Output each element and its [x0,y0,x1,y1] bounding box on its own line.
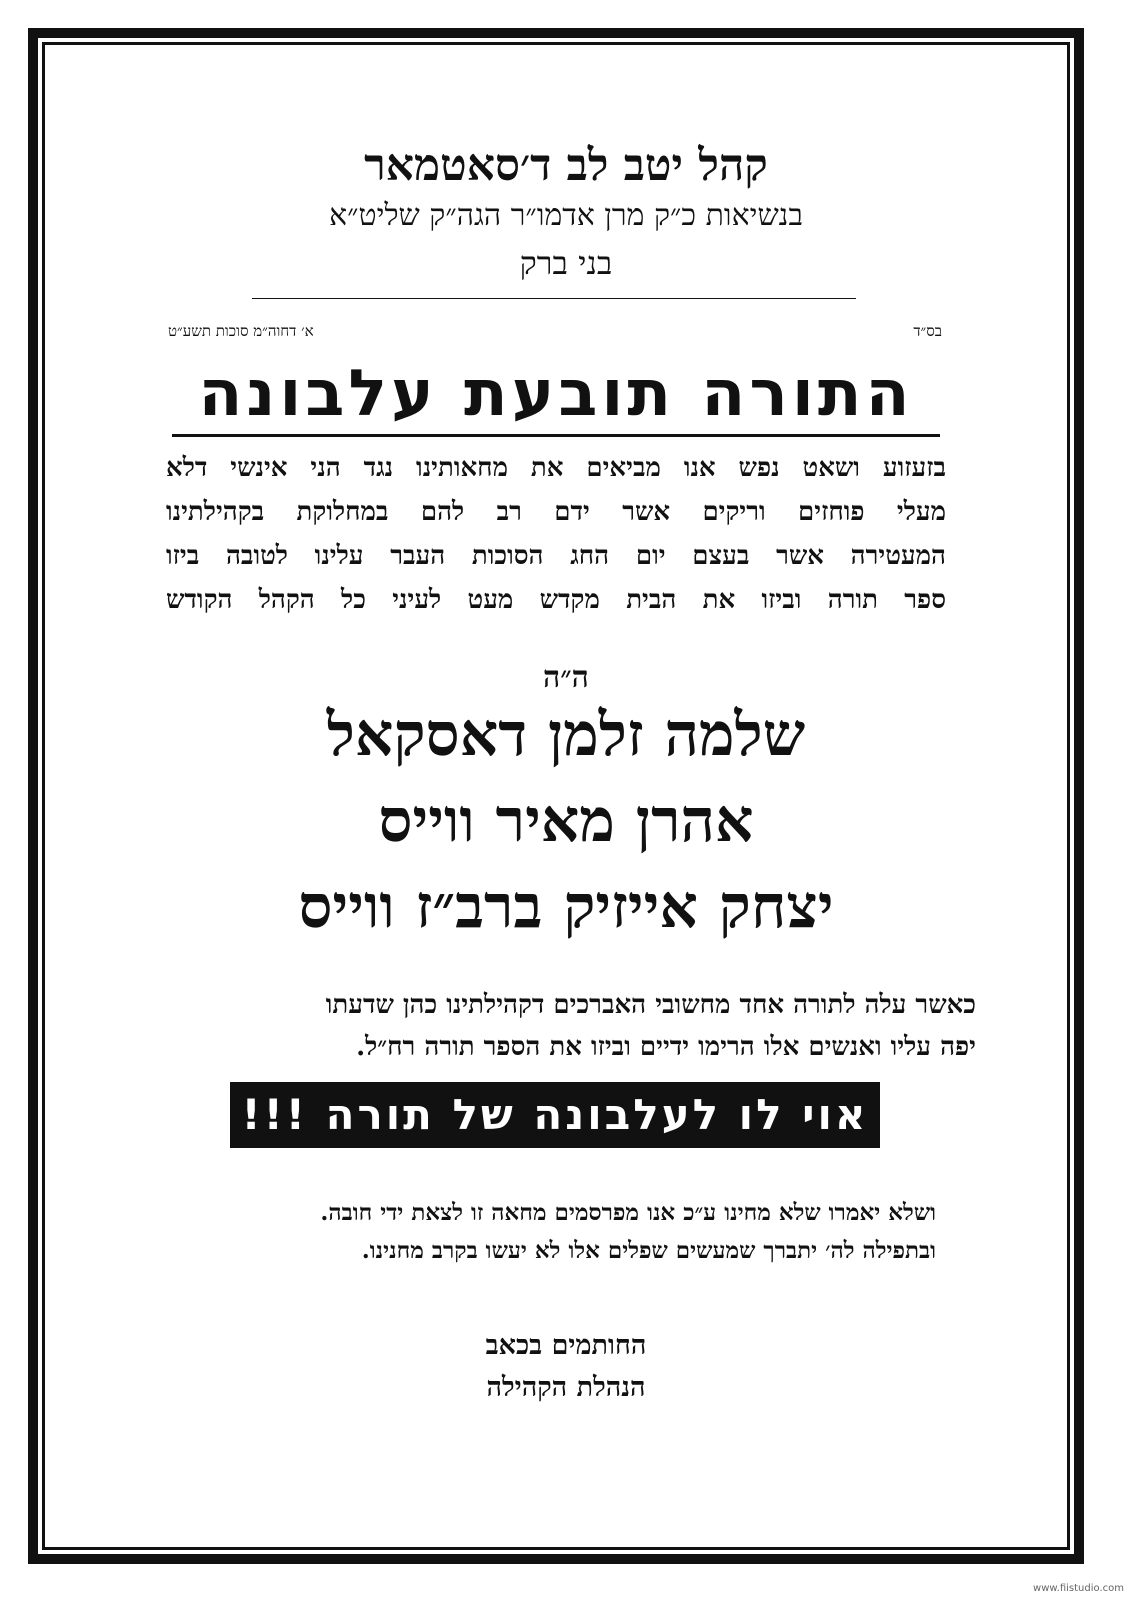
closing-line: ושלא יאמרו שלא מחינו ע״כ אנו מפרסמים מחאה זו לצאת ידי חובה. [320,1199,936,1226]
hebrew-date: א׳ דחוה״מ סוכות תשע״ט [168,322,314,340]
accused-name: יצחק אייזיק ברב״ז ווייס [298,872,834,942]
accused-name: אהרן מאיר ווייס [378,786,754,856]
presidency-line: בנשיאות כ״ק מרן אדמו״ר הגה״ק שליט״א [329,198,803,233]
watermark: www.fiistudio.com [1033,1583,1124,1594]
intro-line: המעטירה אשר בעצם יום החג הסוכות העבר עלינו לטובה ביזו [166,541,946,571]
protest-banner: אוי לו לעלבונה של תורה !!! [230,1082,880,1148]
honorific: ה״ה [543,660,589,695]
bsd-mark: בס״ד [913,322,942,340]
header-divider [252,298,856,299]
city-line: בני ברק [519,244,613,282]
intro-line: מעלי פוחזים וריקים אשר ידם רב להם במחלוקת בקהילתינו [166,497,946,527]
intro-line: בזעזוע ושאט נפש אנו מביאים את מחאותינו נגד הני אינשי דלא [166,453,946,483]
signature-line: הנהלת הקהילה [486,1372,646,1403]
incident-paragraph [200,984,976,1068]
closing-paragraph [196,1194,936,1270]
intro-paragraph [166,446,946,622]
closing-line: ובתפילה לה׳ יתברך שמעשים שפלים אלו לא יעשו בקרב מחנינו. [361,1237,936,1264]
intro-line: ספר תורה וביזו את הבית מקדש מעט לעיני כל הקהל הקודש [166,585,946,615]
signature-line: החותמים בכאב [485,1330,647,1361]
congregation-title: קהל יטב לב ד׳סאטמאר [364,140,768,191]
incident-line: יפה עליו ואנשים אלו הרימו ידיים וביזו את הספר תורה רח״ל. [356,1032,976,1062]
accused-name: שלמה זלמן דאסקאל [326,700,806,770]
incident-line: כאשר עלה לתורה אחד מחשובי האברכים דקהילתינו כהן שדעתו [325,990,976,1020]
main-headline: התורה תובעת עלבונה [198,357,914,431]
headline-underline [172,434,940,437]
